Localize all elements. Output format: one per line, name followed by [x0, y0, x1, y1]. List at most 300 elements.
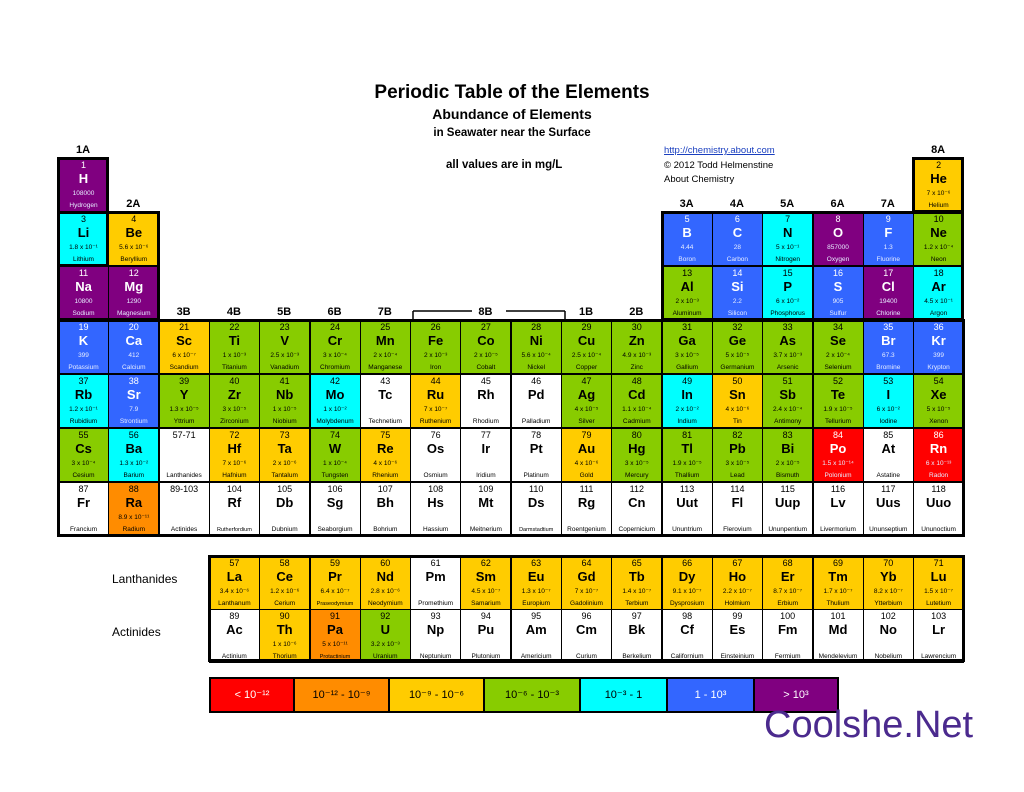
actinides-label: Actinides: [112, 625, 161, 639]
element-fe[interactable]: [410, 320, 461, 374]
element-symbol: H: [78, 171, 89, 186]
atomic-number: 57: [229, 558, 240, 568]
element-name: Lawrencium: [921, 653, 957, 660]
element-symbol: Fr: [77, 495, 90, 510]
element-ar[interactable]: [913, 266, 964, 320]
abundance-value: 3.2 x 10⁻³: [370, 641, 400, 648]
credits-link[interactable]: http://chemistry.about.com: [664, 145, 775, 156]
element-ni[interactable]: [511, 320, 562, 374]
element-name: Iron: [429, 364, 442, 371]
element-name: Gold: [579, 472, 594, 479]
element-bh[interactable]: [360, 482, 411, 536]
element-name: Beryllium: [120, 256, 148, 263]
abundance-value: 19400: [879, 298, 898, 305]
8b-bracket: [412, 304, 566, 320]
element-symbol: Pb: [729, 441, 746, 456]
element-name: Cerium: [274, 600, 296, 607]
element-symbol: Cs: [75, 441, 92, 456]
abundance-value: 1 x 10⁻⁶: [272, 641, 297, 648]
element-name: Niobium: [272, 418, 297, 425]
atomic-number: 45: [480, 376, 491, 386]
element-symbol: Th: [276, 622, 293, 637]
element-symbol: Te: [830, 387, 846, 402]
element-symbol: Md: [828, 622, 848, 637]
element-uus[interactable]: [863, 482, 914, 536]
element-gd[interactable]: [561, 556, 612, 610]
abundance-value: 412: [128, 352, 140, 359]
element-fl[interactable]: [712, 482, 763, 536]
element-re[interactable]: [360, 428, 411, 482]
element-au[interactable]: [561, 428, 612, 482]
element-ag[interactable]: [561, 374, 612, 428]
element-symbol: Na: [75, 279, 92, 294]
atomic-number: 116: [830, 484, 846, 494]
element-n[interactable]: [762, 212, 813, 266]
abundance-value: 3 x 10⁻⁵: [624, 460, 649, 467]
element-mg[interactable]: [108, 266, 159, 320]
element-ta[interactable]: [259, 428, 310, 482]
atomic-number: 92: [380, 611, 391, 621]
element-name: Actinium: [221, 653, 247, 660]
element-cu[interactable]: [561, 320, 612, 374]
element-os[interactable]: [410, 428, 461, 482]
element-name: Hydrogen: [69, 202, 98, 209]
element-name: Gadolinium: [570, 600, 603, 607]
element-th[interactable]: [259, 609, 310, 663]
element-actinides[interactable]: [159, 482, 210, 536]
abundance-value: 1 x 10⁻⁴: [323, 460, 347, 467]
element-name: Samarium: [471, 600, 501, 607]
element-pt[interactable]: [511, 428, 562, 482]
abundance-value: 2 x 10⁻³: [423, 352, 448, 359]
element-h[interactable]: [58, 158, 109, 212]
element-cd[interactable]: [611, 374, 662, 428]
element-symbol: Cr: [327, 333, 343, 348]
element-symbol: Ag: [577, 387, 596, 402]
element-symbol: Nd: [376, 569, 394, 584]
element-br[interactable]: [863, 320, 914, 374]
abundance-value: 2 x 10⁻⁴: [373, 352, 398, 359]
element-lv[interactable]: [813, 482, 864, 536]
atomic-number: 90: [279, 611, 290, 621]
element-cn[interactable]: [611, 482, 662, 536]
element-name: Phosphorus: [770, 310, 806, 317]
element-name: Actinides: [170, 526, 198, 533]
element-name: Nobelium: [874, 653, 903, 660]
abundance-value: 1 x 10⁻²: [323, 406, 347, 413]
abundance-value: 905: [832, 298, 844, 305]
element-mt[interactable]: [460, 482, 511, 536]
group-label-8b: 8B: [478, 306, 493, 318]
atomic-number: 78: [531, 430, 542, 440]
element-te[interactable]: [813, 374, 864, 428]
atomic-number: 99: [732, 611, 743, 621]
element-name: Scandium: [169, 364, 199, 371]
element-uut[interactable]: [662, 482, 713, 536]
element-symbol: Ne: [930, 225, 947, 240]
element-bi[interactable]: [762, 428, 813, 482]
atomic-number: 8: [835, 214, 841, 224]
element-name: Technetium: [368, 418, 402, 425]
abundance-value: 108000: [72, 190, 95, 197]
element-name: Indium: [677, 418, 697, 425]
element-es[interactable]: [712, 609, 763, 663]
element-name: Thallium: [674, 472, 700, 479]
element-name: Plutonium: [471, 653, 501, 660]
abundance-value: 1.2 x 10⁻¹: [69, 406, 98, 413]
element-y[interactable]: [159, 374, 210, 428]
atomic-number: 83: [782, 430, 793, 440]
element-la[interactable]: [209, 556, 260, 610]
element-symbol: Uut: [676, 495, 698, 510]
legend-item-red: < 10⁻¹²: [210, 678, 294, 712]
element-name: Tantalum: [271, 472, 298, 479]
element-zn[interactable]: [611, 320, 662, 374]
element-symbol: No: [879, 622, 897, 637]
atomic-number: 25: [380, 322, 391, 332]
element-lr[interactable]: [913, 609, 964, 663]
element-am[interactable]: [511, 609, 562, 663]
element-symbol: Am: [525, 622, 547, 637]
element-c[interactable]: [712, 212, 763, 266]
element-po[interactable]: [813, 428, 864, 482]
element-rb[interactable]: [58, 374, 109, 428]
element-yb[interactable]: [863, 556, 914, 610]
element-mo[interactable]: [310, 374, 361, 428]
abundance-value: 8.9 x 10⁻¹¹: [118, 514, 150, 521]
legend-item-yellow: 10⁻⁹ - 10⁻⁶: [389, 678, 484, 712]
element-np[interactable]: [410, 609, 461, 663]
element-symbol: S: [833, 279, 843, 294]
element-p[interactable]: [762, 266, 813, 320]
atomic-number: 39: [179, 376, 190, 386]
element-symbol: Lv: [830, 495, 846, 510]
abundance-value: 5 x 10⁻⁵: [926, 406, 951, 413]
element-no[interactable]: [863, 609, 914, 663]
element-name: Ruthenium: [419, 418, 452, 425]
element-uup[interactable]: [762, 482, 813, 536]
element-na[interactable]: [58, 266, 109, 320]
element-symbol: In: [681, 387, 693, 402]
atomic-number: 33: [782, 322, 793, 332]
element-uuo[interactable]: [913, 482, 964, 536]
atomic-number: 16: [832, 268, 843, 278]
element-ne[interactable]: [913, 212, 964, 266]
atomic-number: 77: [480, 430, 491, 440]
element-name: Californium: [670, 653, 704, 660]
element-he[interactable]: [913, 158, 964, 212]
element-si[interactable]: [712, 266, 763, 320]
element-hg[interactable]: [611, 428, 662, 482]
atomic-number: 105: [277, 484, 293, 494]
abundance-value: 5 x 10⁻¹¹: [322, 641, 348, 648]
atomic-number: 2: [936, 160, 942, 170]
element-fm[interactable]: [762, 609, 813, 663]
element-se[interactable]: [813, 320, 864, 374]
element-k[interactable]: [58, 320, 109, 374]
atomic-number: 44: [430, 376, 441, 386]
element-rf[interactable]: [209, 482, 260, 536]
element-cr[interactable]: [310, 320, 361, 374]
element-lanthanides[interactable]: [159, 428, 210, 482]
element-xe[interactable]: [913, 374, 964, 428]
element-eu[interactable]: [511, 556, 562, 610]
atomic-number: 21: [179, 322, 190, 332]
element-symbol: Rf: [227, 495, 242, 510]
element-ga[interactable]: [662, 320, 713, 374]
element-u[interactable]: [360, 609, 411, 663]
abundance-value: 3.4 x 10⁻⁶: [219, 588, 249, 595]
atomic-number: 19: [78, 322, 89, 332]
element-symbol: Hf: [227, 441, 242, 456]
abundance-value: 1.9 x 10⁻⁵: [823, 406, 853, 413]
abundance-value: 1.4 x 10⁻⁷: [622, 588, 652, 595]
legend-item-blue: 1 - 10³: [667, 678, 754, 712]
element-tb[interactable]: [611, 556, 662, 610]
abundance-value: 1.2 x 10⁻⁴: [923, 244, 954, 251]
element-ce[interactable]: [259, 556, 310, 610]
element-symbol: Cn: [628, 495, 646, 510]
element-name: Platinum: [523, 472, 549, 479]
element-symbol: Mt: [478, 495, 494, 510]
atomic-number: 93: [430, 611, 441, 621]
element-name: Zirconium: [220, 418, 249, 425]
element-ba[interactable]: [108, 428, 159, 482]
abundance-value: 2 x 10⁻²: [675, 406, 699, 413]
atomic-number: 98: [682, 611, 693, 621]
element-ho[interactable]: [712, 556, 763, 610]
credits-copyright: © 2012 Todd Helmenstine: [664, 159, 774, 171]
atomic-number: 115: [780, 484, 795, 494]
abundance-value: 5 x 10⁻¹: [776, 244, 800, 251]
element-sg[interactable]: [310, 482, 361, 536]
element-pb[interactable]: [712, 428, 763, 482]
element-fr[interactable]: [58, 482, 109, 536]
element-bk[interactable]: [611, 609, 662, 663]
element-symbol: Hg: [628, 441, 646, 456]
element-at[interactable]: [863, 428, 914, 482]
element-ge[interactable]: [712, 320, 763, 374]
element-pr[interactable]: [310, 556, 361, 610]
element-symbol: Cl: [881, 279, 895, 294]
element-dy[interactable]: [662, 556, 713, 610]
element-co[interactable]: [460, 320, 511, 374]
element-lu[interactable]: [913, 556, 964, 610]
element-tm[interactable]: [813, 556, 864, 610]
element-rg[interactable]: [561, 482, 612, 536]
element-rn[interactable]: [913, 428, 964, 482]
abundance-value: 5 x 10⁻⁵: [725, 352, 750, 359]
element-pu[interactable]: [460, 609, 511, 663]
element-symbol: K: [78, 333, 89, 348]
element-mn[interactable]: [360, 320, 411, 374]
element-name: Silver: [578, 418, 595, 425]
atomic-number: 117: [881, 484, 896, 494]
element-symbol: Zn: [628, 333, 645, 348]
element-er[interactable]: [762, 556, 813, 610]
element-as[interactable]: [762, 320, 813, 374]
element-cl[interactable]: [863, 266, 914, 320]
element-i[interactable]: [863, 374, 914, 428]
element-symbol: Xe: [930, 387, 947, 402]
atomic-number: 14: [732, 268, 743, 278]
element-symbol: Pm: [425, 569, 446, 584]
element-pd[interactable]: [511, 374, 562, 428]
atomic-number: 74: [329, 430, 340, 440]
abundance-value: 7.9: [129, 406, 139, 413]
element-ac[interactable]: [209, 609, 260, 663]
element-nb[interactable]: [259, 374, 310, 428]
element-name: Dubnium: [271, 526, 298, 533]
element-symbol: P: [783, 279, 793, 294]
atomic-number: 50: [732, 376, 743, 386]
element-li[interactable]: [58, 212, 109, 266]
element-symbol: Li: [77, 225, 90, 240]
atomic-number: 24: [329, 322, 340, 332]
element-symbol: Nb: [276, 387, 294, 402]
element-cf[interactable]: [662, 609, 713, 663]
element-name: Berkelium: [622, 653, 652, 660]
element-symbol: Ho: [728, 569, 747, 584]
element-hs[interactable]: [410, 482, 461, 536]
element-f[interactable]: [863, 212, 914, 266]
page-subtitle: Abundance of Elements: [432, 106, 592, 122]
element-symbol: Ra: [125, 495, 143, 510]
element-o[interactable]: [813, 212, 864, 266]
element-name: Aluminum: [672, 310, 702, 317]
abundance-value: 7 x 10⁻⁷: [574, 588, 599, 595]
element-sr[interactable]: [108, 374, 159, 428]
atomic-number: 91: [329, 611, 340, 621]
element-be[interactable]: [108, 212, 159, 266]
group-label-4a: 4A: [729, 198, 744, 210]
element-symbol: Kr: [931, 333, 946, 348]
element-s[interactable]: [813, 266, 864, 320]
atomic-number: 81: [682, 430, 693, 440]
element-symbol: Mg: [124, 279, 144, 294]
element-symbol: Ir: [481, 441, 491, 456]
element-w[interactable]: [310, 428, 361, 482]
element-symbol: Rb: [74, 387, 93, 402]
atomic-number: 64: [581, 558, 592, 568]
abundance-value: 1.3 x 10⁻⁵: [169, 406, 199, 413]
abundance-value: 1.2 x 10⁻⁶: [270, 588, 300, 595]
element-cs[interactable]: [58, 428, 109, 482]
element-symbol: N: [782, 225, 793, 240]
element-name: Tellurium: [824, 418, 851, 425]
atomic-number: 47: [581, 376, 592, 386]
element-symbol: Er: [780, 569, 795, 584]
element-symbol: Tl: [681, 441, 693, 456]
abundance-value: 4.5 x 10⁻⁷: [471, 588, 501, 595]
atomic-number: 35: [883, 322, 894, 332]
element-tl[interactable]: [662, 428, 713, 482]
element-name: Ununtrium: [672, 526, 703, 533]
element-name: Lutetium: [926, 600, 952, 607]
element-al[interactable]: [662, 266, 713, 320]
element-name: Ytterbium: [874, 600, 903, 607]
element-in[interactable]: [662, 374, 713, 428]
abundance-value: 1.8 x 10⁻¹: [69, 244, 98, 251]
element-b[interactable]: [662, 212, 713, 266]
element-name: Darmstadtium: [519, 527, 554, 533]
element-hf[interactable]: [209, 428, 260, 482]
element-symbol: Ca: [125, 333, 143, 348]
element-v[interactable]: [259, 320, 310, 374]
atomic-number: 57-71: [172, 430, 196, 440]
atomic-number: 9: [885, 214, 891, 224]
element-pa[interactable]: [310, 609, 361, 663]
element-name: Oxygen: [826, 256, 850, 263]
atomic-number: 34: [832, 322, 843, 332]
element-name: Curium: [576, 653, 597, 660]
atomic-number: 55: [78, 430, 89, 440]
abundance-value: 5.6 x 10⁻⁶: [119, 244, 149, 251]
element-nd[interactable]: [360, 556, 411, 610]
element-sc[interactable]: [159, 320, 210, 374]
atomic-number: 6: [734, 214, 740, 224]
element-name: Radium: [122, 526, 145, 533]
abundance-value: 1.7 x 10⁻⁷: [823, 588, 853, 595]
element-md[interactable]: [813, 609, 864, 663]
element-ds[interactable]: [511, 482, 562, 536]
element-symbol: Mn: [375, 333, 395, 348]
abundance-value: 6 x 10⁻⁷: [172, 352, 196, 359]
element-symbol: Cd: [628, 387, 646, 402]
atomic-number: 62: [480, 558, 491, 568]
element-name: Xenon: [929, 418, 948, 425]
atomic-number: 104: [226, 484, 242, 494]
atomic-number: 23: [279, 322, 290, 332]
atomic-number: 68: [782, 558, 793, 568]
element-db[interactable]: [259, 482, 310, 536]
atomic-number: 3: [80, 214, 86, 224]
element-name: Lanthanides: [166, 472, 202, 479]
element-symbol: Hs: [427, 495, 444, 510]
page-subtitle-secondary: in Seawater near the Surface: [433, 127, 591, 139]
element-ti[interactable]: [209, 320, 260, 374]
element-symbol: Uup: [775, 495, 801, 510]
atomic-number: 65: [631, 558, 642, 568]
atomic-number: 109: [478, 484, 494, 494]
element-sn[interactable]: [712, 374, 763, 428]
element-ra[interactable]: [108, 482, 159, 536]
atomic-number: 84: [832, 430, 843, 440]
element-name: Zinc: [630, 364, 643, 371]
element-cm[interactable]: [561, 609, 612, 663]
abundance-value: 2.5 x 10⁻³: [270, 352, 300, 359]
abundance-value: 399: [78, 352, 89, 359]
element-zr[interactable]: [209, 374, 260, 428]
abundance-value: 8.2 x 10⁻⁷: [873, 588, 903, 595]
abundance-value: 1.3 x 10⁻²: [119, 460, 149, 467]
element-pm[interactable]: [410, 556, 461, 610]
element-ir[interactable]: [460, 428, 511, 482]
element-symbol: W: [328, 441, 342, 456]
element-sm[interactable]: [460, 556, 511, 610]
element-ca[interactable]: [108, 320, 159, 374]
group-label-6a: 6A: [830, 198, 845, 210]
element-sb[interactable]: [762, 374, 813, 428]
abundance-value: 2.5 x 10⁻⁴: [571, 352, 602, 359]
element-tc[interactable]: [360, 374, 411, 428]
element-rh[interactable]: [460, 374, 511, 428]
element-kr[interactable]: [913, 320, 964, 374]
atomic-number: 52: [832, 376, 843, 386]
element-ru[interactable]: [410, 374, 461, 428]
element-name: Polonium: [824, 472, 852, 479]
atomic-number: 85: [883, 430, 894, 440]
